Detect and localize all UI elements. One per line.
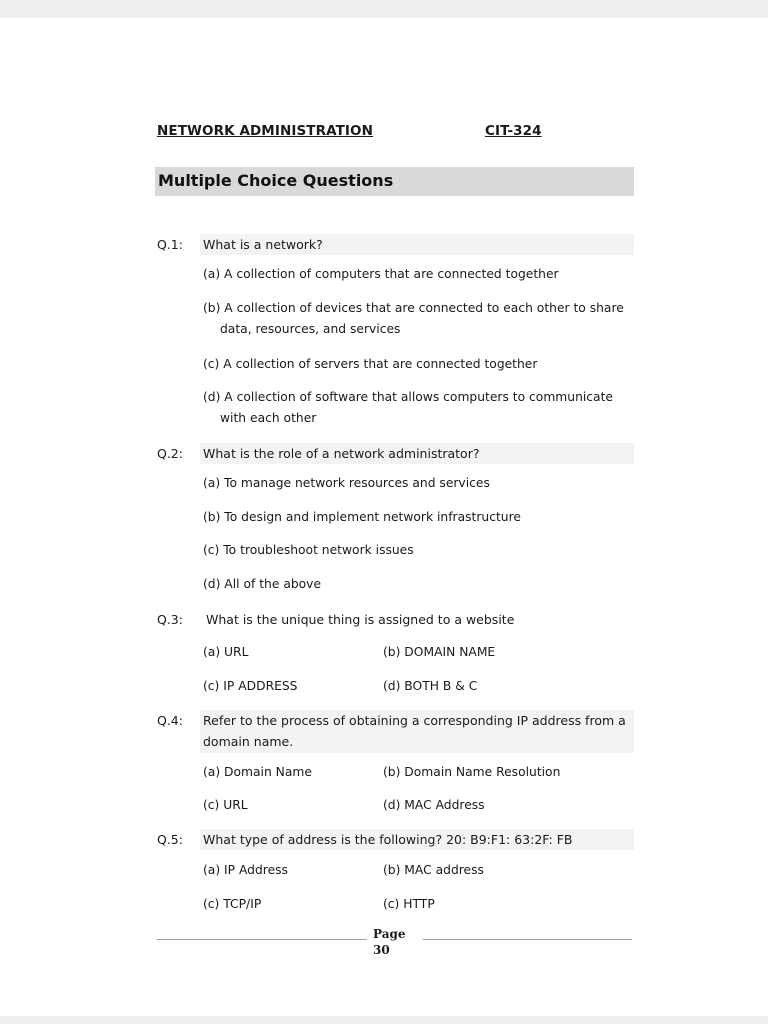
question-5-number: Q.5: — [157, 832, 183, 847]
question-1-option-b-line1: (b) A collection of devices that are connected to each other to share — [203, 301, 624, 315]
question-3-number: Q.3: — [157, 612, 183, 627]
question-2-option-b: (b) To design and implement network infrastructure — [203, 510, 521, 524]
question-4-text: Refer to the process of obtaining a corresponding IP address from a domain name. — [203, 713, 626, 749]
question-5-option-c: (c) TCP/IP — [203, 897, 262, 911]
question-4-option-a: (a) Domain Name — [203, 765, 312, 779]
footer-rule-right — [423, 939, 632, 940]
question-2-number: Q.2: — [157, 446, 183, 461]
question-1-option-d-line2: with each other — [220, 411, 317, 425]
question-4-number: Q.4: — [157, 713, 183, 728]
page-footer — [373, 926, 413, 958]
course-title: NETWORK ADMINISTRATION — [157, 123, 374, 139]
section-title: Multiple Choice Questions — [158, 171, 394, 190]
question-1-option-b-line2: data, resources, and services — [220, 322, 401, 336]
question-5-option-a: (a) IP Address — [203, 863, 288, 877]
footer-rule-left — [157, 939, 367, 940]
question-2-option-a: (a) To manage network resources and services — [203, 476, 490, 490]
question-2-option-d: (d) All of the above — [203, 577, 322, 591]
question-1-option-b — [203, 298, 633, 340]
question-3-option-c: (c) IP ADDRESS — [203, 679, 298, 693]
section-banner — [155, 167, 634, 196]
top-margin-strip — [0, 0, 768, 18]
question-2-option-c: (c) To troubleshoot network issues — [203, 543, 414, 557]
question-1-option-c: (c) A collection of servers that are connected together — [203, 357, 538, 371]
page-number: 30 — [373, 943, 390, 957]
question-1-option-d — [203, 387, 633, 429]
course-code: CIT-324 — [485, 123, 542, 139]
question-1-option-d-line1: (d) A collection of software that allows computers to communicate — [203, 390, 613, 404]
question-3-option-a: (a) URL — [203, 645, 249, 659]
question-1-option-a: (a) A collection of computers that are connected together — [203, 267, 559, 281]
question-4-option-c: (c) URL — [203, 798, 248, 812]
question-4-option-d: (d) MAC Address — [383, 798, 485, 812]
question-3-text: What is the unique thing is assigned to a website — [206, 612, 515, 627]
question-3-option-b: (b) DOMAIN NAME — [383, 645, 496, 659]
page-label: Page — [373, 927, 406, 941]
question-5-option-b: (b) MAC address — [383, 863, 484, 877]
question-3-option-d: (d) BOTH B & C — [383, 679, 478, 693]
question-4-option-b: (b) Domain Name Resolution — [383, 765, 561, 779]
question-5-option-d: (c) HTTP — [383, 897, 435, 911]
question-5-text: What type of address is the following? 20: B9:F1: 63:2F: FB — [203, 832, 573, 847]
question-1-text: What is a network? — [203, 237, 323, 252]
question-1-number: Q.1: — [157, 237, 183, 252]
question-2-text: What is the role of a network administrator? — [203, 446, 480, 461]
bottom-margin-strip — [0, 1016, 768, 1024]
